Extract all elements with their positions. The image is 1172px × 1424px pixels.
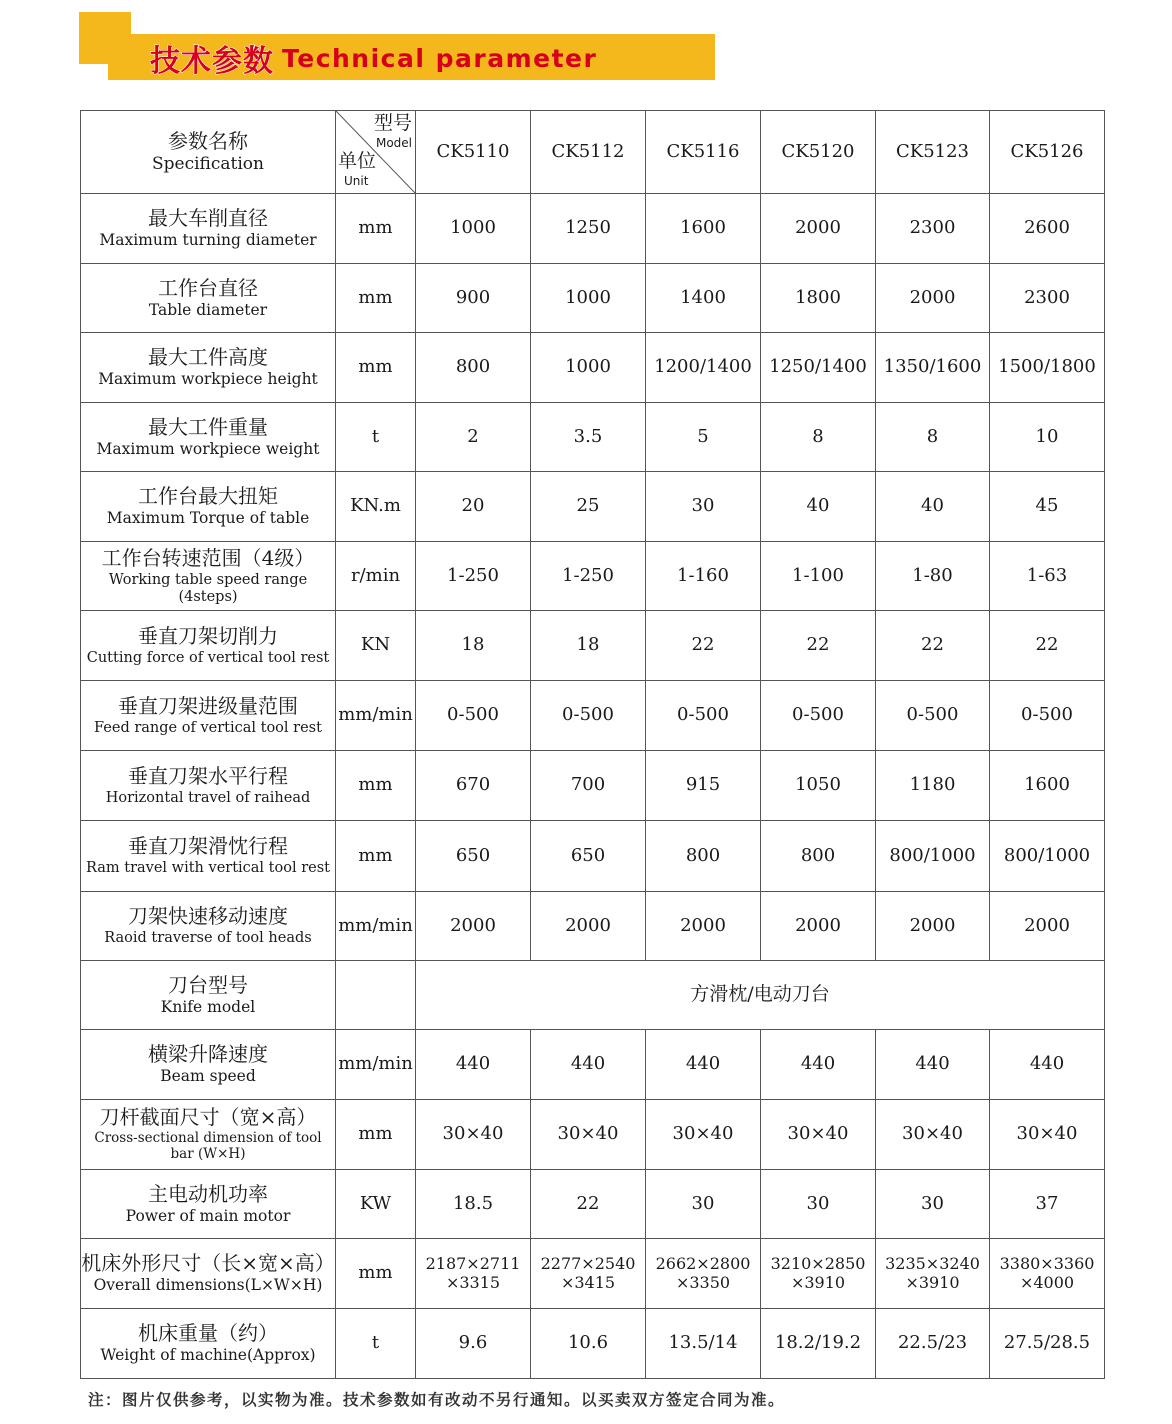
value-cell: 1000 <box>531 333 646 403</box>
spec-name-cell <box>81 1239 336 1309</box>
value-cell: 22 <box>531 1170 646 1239</box>
header-spec-en: Specification <box>152 153 264 174</box>
value-cell: 440 <box>416 1030 531 1100</box>
spec-name-cell <box>81 1100 336 1170</box>
value-cell: 1200/1400 <box>646 333 761 403</box>
section-title-cn: 技术参数 <box>150 44 274 79</box>
spec-name-en: Overall dimensions(L×W×H) <box>93 1276 323 1295</box>
value-cell: 20 <box>416 472 531 542</box>
value-cell: 22 <box>990 611 1105 681</box>
value-cell: 650 <box>531 821 646 892</box>
value-cell: 440 <box>761 1030 876 1100</box>
value-cell: 30 <box>646 1170 761 1239</box>
unit-cell: KW <box>336 1170 416 1239</box>
value-cell: 30×40 <box>416 1100 531 1170</box>
spec-name-en: Ram travel with vertical tool rest <box>86 860 330 877</box>
header-model-ck5112: CK5112 <box>531 111 646 194</box>
value-cell: 2000 <box>531 892 646 961</box>
spec-name-cell <box>81 751 336 821</box>
spec-name-cn: 最大工件重量 <box>148 414 268 439</box>
value-cell: 1600 <box>990 751 1105 821</box>
value-line: 2187×2711 <box>425 1254 521 1274</box>
spec-name-cell <box>81 542 336 611</box>
value-line: 3380×3360 <box>999 1254 1095 1274</box>
value-line: ×3315 <box>445 1272 501 1292</box>
value-cell <box>761 1239 876 1309</box>
value-cell: 1-100 <box>761 542 876 611</box>
value-line: ×3415 <box>560 1272 616 1292</box>
spec-name-cell <box>81 1030 336 1100</box>
value-cell: 8 <box>761 403 876 472</box>
value-cell: 1500/1800 <box>990 333 1105 403</box>
unit-cell: r/min <box>336 542 416 611</box>
value-cell: 1400 <box>646 264 761 333</box>
value-cell <box>876 1239 990 1309</box>
value-cell: 5 <box>646 403 761 472</box>
unit-cell: mm <box>336 194 416 264</box>
value-cell: 2600 <box>990 194 1105 264</box>
spec-name-en: Feed range of vertical tool rest <box>94 719 322 736</box>
value-cell: 1-160 <box>646 542 761 611</box>
value-cell: 1800 <box>761 264 876 333</box>
value-cell: 2000 <box>876 264 990 333</box>
value-cell: 440 <box>646 1030 761 1100</box>
spec-name-cell <box>81 194 336 264</box>
value-line: ×3910 <box>790 1272 846 1292</box>
value-cell: 18 <box>416 611 531 681</box>
unit-cell: mm <box>336 1100 416 1170</box>
spec-name-cn: 最大工件高度 <box>148 345 268 370</box>
unit-cell: mm <box>336 264 416 333</box>
value-cell: 10 <box>990 403 1105 472</box>
value-cell: 2000 <box>990 892 1105 961</box>
value-cell: 18.2/19.2 <box>761 1309 876 1379</box>
unit-cell: mm <box>336 1239 416 1309</box>
header-model-ck5116: CK5116 <box>646 111 761 194</box>
value-cell: 1050 <box>761 751 876 821</box>
table-row <box>81 542 1105 611</box>
spec-name-en: Maximum turning diameter <box>99 231 317 250</box>
table-body <box>81 111 1105 1379</box>
value-cell: 1250/1400 <box>761 333 876 403</box>
table-row <box>81 1030 1105 1100</box>
table-row <box>81 1170 1105 1239</box>
spec-name-cn: 垂直刀架水平行程 <box>128 763 288 788</box>
spec-name-en: Weight of machine(Approx) <box>100 1346 316 1365</box>
value-cell: 2000 <box>416 892 531 961</box>
unit-cell: mm <box>336 821 416 892</box>
table-row <box>81 1239 1105 1309</box>
spec-name-cell <box>81 961 336 1030</box>
spec-name-cell <box>81 681 336 751</box>
value-cell: 13.5/14 <box>646 1309 761 1379</box>
technical-parameter-table <box>80 110 1105 1379</box>
table-row <box>81 1309 1105 1379</box>
value-cell: 25 <box>531 472 646 542</box>
value-cell: 700 <box>531 751 646 821</box>
header-spec-cn: 参数名称 <box>168 128 248 153</box>
value-cell: 915 <box>646 751 761 821</box>
spec-name-cell <box>81 821 336 892</box>
footnote: 注：图片仅供参考，以实物为准。技术参数如有改动不另行通知。以买卖双方签定合同为准。 <box>88 1391 786 1409</box>
value-line: 3235×3240 <box>885 1254 980 1274</box>
spec-name-cn: 工作台最大扭矩 <box>138 484 278 509</box>
value-cell: 30×40 <box>990 1100 1105 1170</box>
unit-cell: mm/min <box>336 1030 416 1100</box>
value-cell <box>646 1239 761 1309</box>
table-row <box>81 1100 1105 1170</box>
header-model-cn: 型号 <box>373 112 412 134</box>
value-cell: 800 <box>646 821 761 892</box>
unit-cell: mm <box>336 333 416 403</box>
header-spec-cell <box>81 111 336 194</box>
header-model-ck5110: CK5110 <box>416 111 531 194</box>
spec-name-cell <box>81 264 336 333</box>
spec-name-en: Maximum Torque of table <box>106 509 310 528</box>
value-cell: 30 <box>646 472 761 542</box>
spec-name-cn: 横梁升降速度 <box>148 1042 268 1067</box>
merged-value-cell: 方滑枕/电动刀台 <box>416 961 1105 1030</box>
value-cell: 2300 <box>876 194 990 264</box>
value-cell: 22 <box>876 611 990 681</box>
value-cell: 1-250 <box>531 542 646 611</box>
table-row <box>81 472 1105 542</box>
value-cell: 40 <box>876 472 990 542</box>
table-row <box>81 403 1105 472</box>
value-cell: 1350/1600 <box>876 333 990 403</box>
header-row <box>81 111 1105 194</box>
unit-cell: KN <box>336 611 416 681</box>
value-cell: 45 <box>990 472 1105 542</box>
header-model-ck5123: CK5123 <box>876 111 990 194</box>
value-cell: 800/1000 <box>990 821 1105 892</box>
header-model-en: Model <box>375 136 412 150</box>
value-cell: 800/1000 <box>876 821 990 892</box>
header-unit-cn: 单位 <box>338 150 377 172</box>
spec-name-cell <box>81 333 336 403</box>
value-line: ×3910 <box>905 1272 960 1292</box>
spec-name-cell <box>81 1309 336 1379</box>
value-cell: 1-250 <box>416 542 531 611</box>
table-row <box>81 821 1105 892</box>
value-cell: 650 <box>416 821 531 892</box>
value-cell: 3.5 <box>531 403 646 472</box>
spec-name-cell <box>81 611 336 681</box>
spec-name-cn: 工作台直径 <box>158 275 258 300</box>
spec-name-cn: 垂直刀架滑忱行程 <box>128 834 288 859</box>
value-cell: 30×40 <box>646 1100 761 1170</box>
table-row <box>81 194 1105 264</box>
table-row <box>81 264 1105 333</box>
spec-name-en: Raoid traverse of tool heads <box>104 930 312 947</box>
spec-name-cn: 垂直刀架切削力 <box>138 623 278 648</box>
value-cell: 1180 <box>876 751 990 821</box>
spec-name-en: Knife model <box>160 997 256 1016</box>
unit-cell: mm <box>336 751 416 821</box>
value-cell <box>990 1239 1105 1309</box>
spec-name-en: Cross-sectional dimension of tool bar (W×H) <box>94 1130 322 1162</box>
spec-name-cell <box>81 892 336 961</box>
value-cell: 10.6 <box>531 1309 646 1379</box>
value-cell: 22 <box>646 611 761 681</box>
spec-name-cn: 刀杆截面尺寸（宽×高） <box>99 1105 317 1130</box>
value-cell: 30×40 <box>761 1100 876 1170</box>
value-cell: 440 <box>990 1030 1105 1100</box>
header-model-ck5120: CK5120 <box>761 111 876 194</box>
spec-name-cell <box>81 472 336 542</box>
value-cell: 2000 <box>761 892 876 961</box>
section-title-en: Technical parameter <box>282 43 598 73</box>
header-unit-en: Unit <box>344 174 369 188</box>
value-cell: 900 <box>416 264 531 333</box>
table-row <box>81 751 1105 821</box>
unit-cell: KN.m <box>336 472 416 542</box>
value-cell <box>416 1239 531 1309</box>
value-cell: 1000 <box>416 194 531 264</box>
section-banner <box>0 0 1172 100</box>
spec-name-cell <box>81 1170 336 1239</box>
value-cell: 0-500 <box>531 681 646 751</box>
spec-name-en: Maximum workpiece height <box>98 370 318 389</box>
table-row <box>81 333 1105 403</box>
value-cell: 0-500 <box>990 681 1105 751</box>
value-cell: 37 <box>990 1170 1105 1239</box>
spec-name-cn: 刀架快速移动速度 <box>128 904 288 929</box>
value-cell: 22 <box>761 611 876 681</box>
value-cell: 1000 <box>531 264 646 333</box>
spec-name-cn: 最大车削直径 <box>148 206 268 231</box>
value-cell: 0-500 <box>416 681 531 751</box>
spec-name-en: Horizontal travel of raihead <box>105 789 311 806</box>
value-cell: 2000 <box>876 892 990 961</box>
value-cell: 30×40 <box>876 1100 990 1170</box>
value-cell: 1250 <box>531 194 646 264</box>
value-cell: 30 <box>761 1170 876 1239</box>
value-cell: 40 <box>761 472 876 542</box>
unit-cell <box>336 961 416 1030</box>
spec-name-cn: 刀台型号 <box>168 972 248 997</box>
value-cell: 2300 <box>990 264 1105 333</box>
spec-name-en: Maximum workpiece weight <box>96 439 320 458</box>
section-title <box>150 36 597 80</box>
value-cell: 22.5/23 <box>876 1309 990 1379</box>
table-row <box>81 892 1105 961</box>
value-line: ×4000 <box>1019 1272 1075 1292</box>
spec-name-en: Beam speed <box>160 1067 256 1086</box>
value-cell: 670 <box>416 751 531 821</box>
value-cell: 0-500 <box>876 681 990 751</box>
header-unit-model-cell <box>336 111 416 194</box>
value-cell: 2000 <box>646 892 761 961</box>
value-cell: 0-500 <box>646 681 761 751</box>
spec-name-en: Table diameter <box>148 300 268 319</box>
spec-name-cn: 工作台转速范围（4级） <box>101 545 315 570</box>
value-cell: 8 <box>876 403 990 472</box>
spec-name-cn: 机床外形尺寸（长×宽×高） <box>81 1251 335 1276</box>
table-row <box>81 611 1105 681</box>
spec-name-cn: 机床重量（约） <box>138 1321 278 1346</box>
table-row <box>81 681 1105 751</box>
unit-cell: mm/min <box>336 892 416 961</box>
spec-name-cn: 垂直刀架进级量范围 <box>118 693 298 718</box>
header-model-ck5126: CK5126 <box>990 111 1105 194</box>
value-line: ×3350 <box>675 1272 731 1292</box>
unit-cell: mm/min <box>336 681 416 751</box>
value-cell: 1600 <box>646 194 761 264</box>
unit-cell: t <box>336 1309 416 1379</box>
value-cell: 2 <box>416 403 531 472</box>
spec-name-en: Power of main motor <box>125 1206 291 1225</box>
value-cell: 440 <box>531 1030 646 1100</box>
spec-name-cell <box>81 403 336 472</box>
value-cell: 1-63 <box>990 542 1105 611</box>
value-cell <box>531 1239 646 1309</box>
value-cell: 1-80 <box>876 542 990 611</box>
value-cell: 0-500 <box>761 681 876 751</box>
spec-name-cn: 主电动机功率 <box>148 1181 268 1206</box>
spec-name-en: Cutting force of vertical tool rest <box>86 649 330 666</box>
value-cell: 800 <box>761 821 876 892</box>
value-cell: 9.6 <box>416 1309 531 1379</box>
value-cell: 27.5/28.5 <box>990 1309 1105 1379</box>
table-row <box>81 961 1105 1030</box>
value-cell: 30×40 <box>531 1100 646 1170</box>
value-cell: 30 <box>876 1170 990 1239</box>
value-cell: 2000 <box>761 194 876 264</box>
value-line: 2662×2800 <box>655 1254 751 1274</box>
value-line: 2277×2540 <box>540 1254 636 1274</box>
value-cell: 440 <box>876 1030 990 1100</box>
value-line: 3210×2850 <box>770 1254 866 1274</box>
value-cell: 800 <box>416 333 531 403</box>
spec-name-en: Working table speed range (4steps) <box>108 571 308 605</box>
unit-cell: t <box>336 403 416 472</box>
value-cell: 18 <box>531 611 646 681</box>
value-cell: 18.5 <box>416 1170 531 1239</box>
